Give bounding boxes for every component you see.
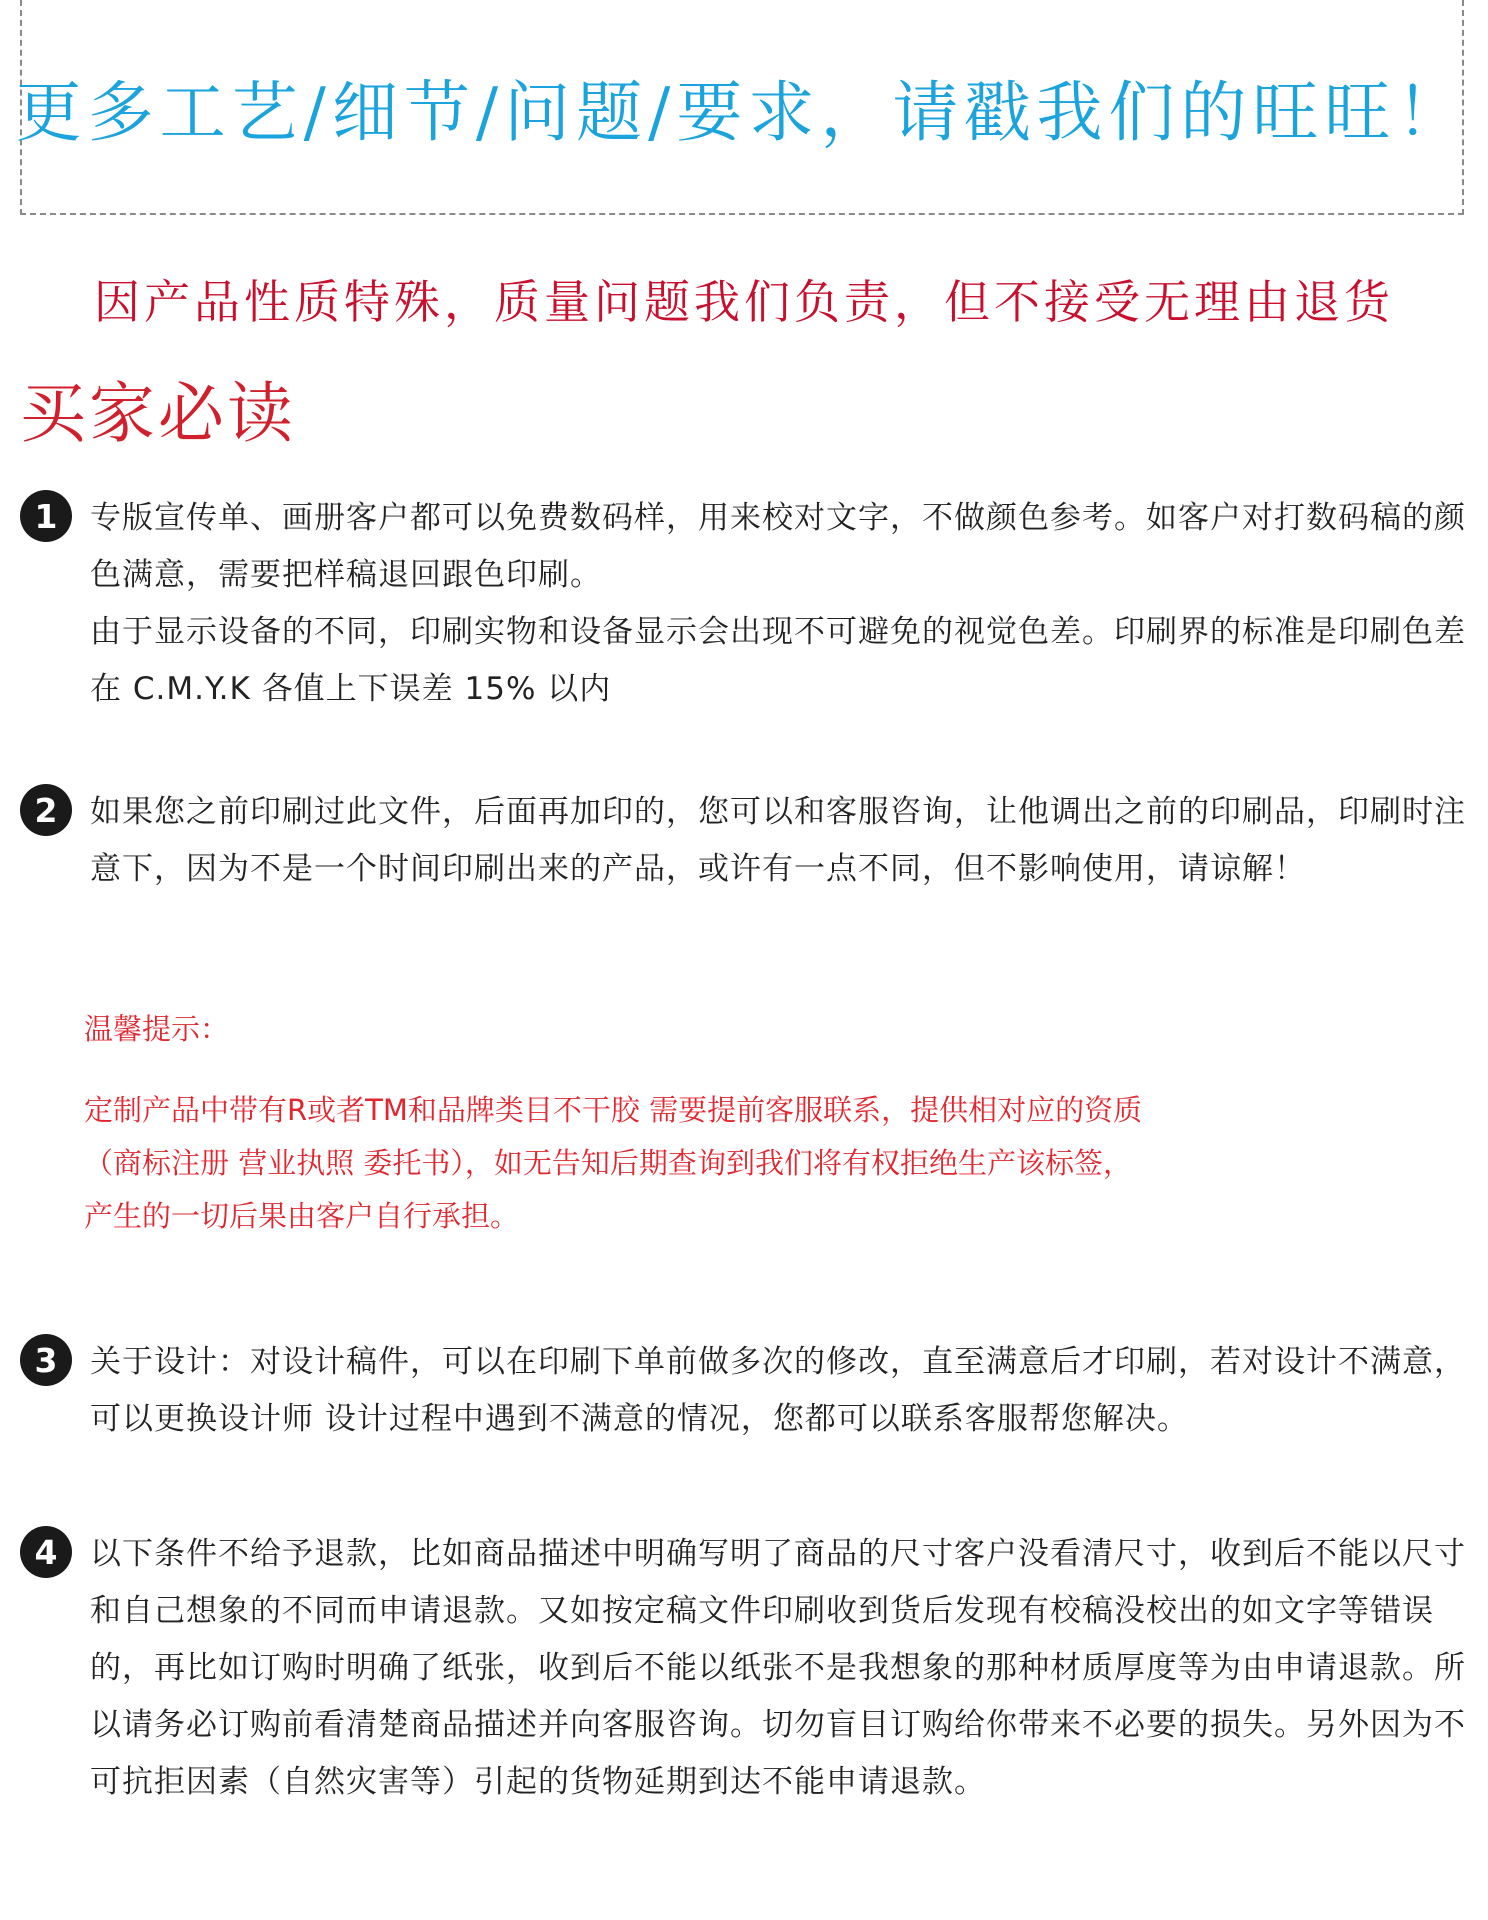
item-text: [90, 784, 1470, 898]
item-paragraph: 如果您之前印刷过此文件，后面再加印的，您可以和客服咨询，让他调出之前的印刷品，印刷时注意下，因为不是一个时间印刷出来的产品，或许有一点不同，但不影响使用，请谅解！: [90, 794, 1466, 887]
number-badge: 4: [20, 1526, 72, 1578]
tip-line: 产生的一切后果由客户自行承担。: [84, 1199, 520, 1233]
number-badge: 1: [20, 490, 72, 542]
item-paragraph: 关于设计：对设计稿件，可以在印刷下单前做多次的修改，直至满意后才印刷，若对设计不满意，可以更换设计师 设计过程中遇到不满意的情况，您都可以联系客服帮您解决。: [90, 1344, 1466, 1437]
item-text: [90, 490, 1470, 718]
number-badge: 2: [20, 784, 72, 836]
tip-line: 定制产品中带有R或者TM和品牌类目不干胶 需要提前客服联系，提供相对应的资质: [84, 1093, 1143, 1127]
return-policy-notice: 因产品性质特殊，质量问题我们负责，但不接受无理由退货: [94, 275, 1394, 329]
item-text: [90, 1526, 1470, 1811]
item-paragraph: 专版宣传单、画册客户都可以免费数码样，用来校对文字，不做颜色参考。如客户对打数码稿的颜色满意，需要把样稿退回跟色印刷。: [90, 500, 1466, 593]
banner-text: 更多工艺/细节/问题/要求，请戳我们的旺旺！: [15, 74, 1469, 151]
notice-item-2: [20, 784, 1470, 898]
tip-line: （商标注册 营业执照 委托书），如无告知后期查询到我们将有权拒绝生产该标签，: [84, 1146, 1132, 1180]
tip-body: [84, 1084, 1142, 1243]
tip-title: 温馨提示：: [84, 1012, 230, 1046]
number-badge: 3: [20, 1334, 72, 1386]
notice-item-1: [20, 490, 1470, 718]
page-heading: 买家必读: [20, 375, 296, 452]
contact-banner: [15, 0, 1469, 215]
notice-item-4: [20, 1526, 1470, 1811]
item-text: [90, 1334, 1470, 1448]
item-paragraph: 以下条件不给予退款，比如商品描述中明确写明了商品的尺寸客户没看清尺寸，收到后不能以尺寸和自己想象的不同而申请退款。又如按定稿文件印刷收到货后发现有校稿没校出的如文字等错误的，再比如订购时明确了纸张，收到后不能以纸张不是我想象的那种材质厚度等为由申请退款。所以请务必订购前看清楚商品描述并向客服咨询。切勿盲目订购给你带来不必要的损失。另外因为不可抗拒因素（自然灾害等）引起的货物延期到达不能申请退款。: [90, 1536, 1466, 1800]
item-paragraph: 由于显示设备的不同，印刷实物和设备显示会出现不可避免的视觉色差。印刷界的标准是印刷色差在 C.M.Y.K 各值上下误差 15% 以内: [90, 614, 1466, 707]
notice-item-3: [20, 1334, 1470, 1448]
